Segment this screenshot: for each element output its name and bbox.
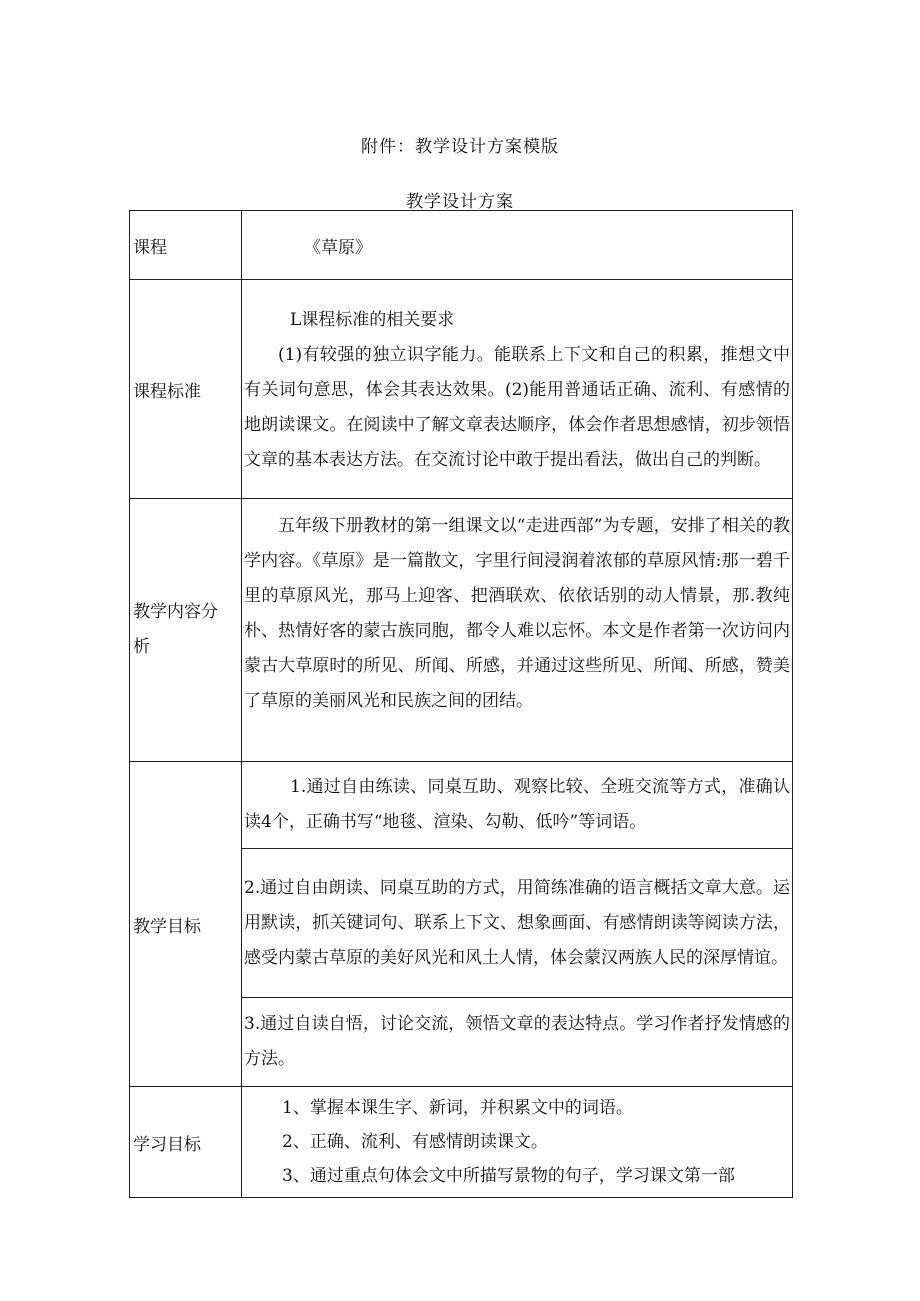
course-value-cell (242, 211, 793, 280)
goal-3-cell (242, 998, 793, 1087)
teaching-goals-label: 教学目标 (133, 916, 201, 937)
course-name: 《草原》 (304, 237, 372, 258)
goal-1-cell (242, 762, 793, 849)
table-row-goal-1 (130, 762, 793, 849)
standard-label-cell (130, 280, 242, 499)
table-row-course (130, 211, 793, 280)
learning-goal-item: 3、通过重点句体会文中所描写景物的句子，学习课文第一部 (282, 1166, 735, 1186)
teaching-goal-2: 2.通过自由朗读、同桌互助的方式，用简练准确的语言概括文章大意。运用默读，抓关键词句、联系上下文、想象画面、有感情朗读等阅读方法，感受内蒙古草原的美好风光和风土人情，体会蒙汉两族人民的深厚情谊。 (244, 877, 790, 968)
standard-heading: L课程标准的相关要求 (290, 309, 455, 330)
table-title: 教学设计方案 (406, 192, 514, 212)
learning-goals-cell (242, 1087, 793, 1198)
analysis-text: 五年级下册教材的第一组课文以“走进西部”为专题，安排了相关的教学内容。《草原》是一篇散文，字里行间浸润着浓郁的草原风情:那一碧千里的草原风光，那马上迎客、把酒联欢、依依话别的动人情景，那.教纯朴、热情好客的蒙古族同胞，都令人难以忘怀。本文是作者第一次访问内蒙古大草原时的所见、所闻、所感，并通过这些所见、所闻、所感，赞美了草原的美丽风光和民族之间的团结。 (244, 516, 790, 711)
table-row-standard (130, 280, 793, 499)
standard-content-cell (242, 280, 793, 499)
learning-goal-item: 2、正确、流利、有感情朗读课文。 (282, 1132, 548, 1152)
learning-goals-label: 学习目标 (133, 1134, 201, 1155)
learning-goal-item: 1、掌握本课生字、新词，并积累文中的词语。 (282, 1098, 633, 1118)
standard-label: 课程标准 (133, 381, 201, 402)
goal-2-cell (242, 849, 793, 998)
lesson-plan-table (129, 210, 793, 1198)
teaching-goals-label-cell (130, 762, 242, 1087)
analysis-label-cell (130, 499, 242, 762)
course-label: 课程 (133, 237, 167, 258)
document-title: 附件：教学设计方案模版 (361, 137, 559, 157)
standard-text: (1)有较强的独立识字能力。能联系上下文和自己的积累，推想文中有关词句意思，体会其表达效果。(2)能用普通话正确、流利、有感情的地朗读课文。在阅读中了解文章表达顺序，体会作者思想感情，初步领悟文章的基本表达方法。在交流讨论中敢于提出看法，做出自己的判断。 (244, 344, 790, 470)
analysis-content-cell (242, 499, 793, 762)
learning-goals-label-cell (130, 1087, 242, 1198)
analysis-label: 教学内容分析 (133, 602, 218, 657)
table-row-learning-goals (130, 1087, 793, 1198)
table-row-analysis (130, 499, 793, 762)
teaching-goal-3: 3.通过自读自悟，讨论交流，领悟文章的表达特点。学习作者抒发情感的方法。 (244, 1014, 790, 1069)
teaching-goal-1: 1.通过自由练读、同桌互助、观察比较、全班交流等方式，准确认读4个，正确书写“地毯、渲染、勾勒、低吟”等词语。 (244, 777, 790, 832)
course-label-cell (130, 211, 242, 280)
